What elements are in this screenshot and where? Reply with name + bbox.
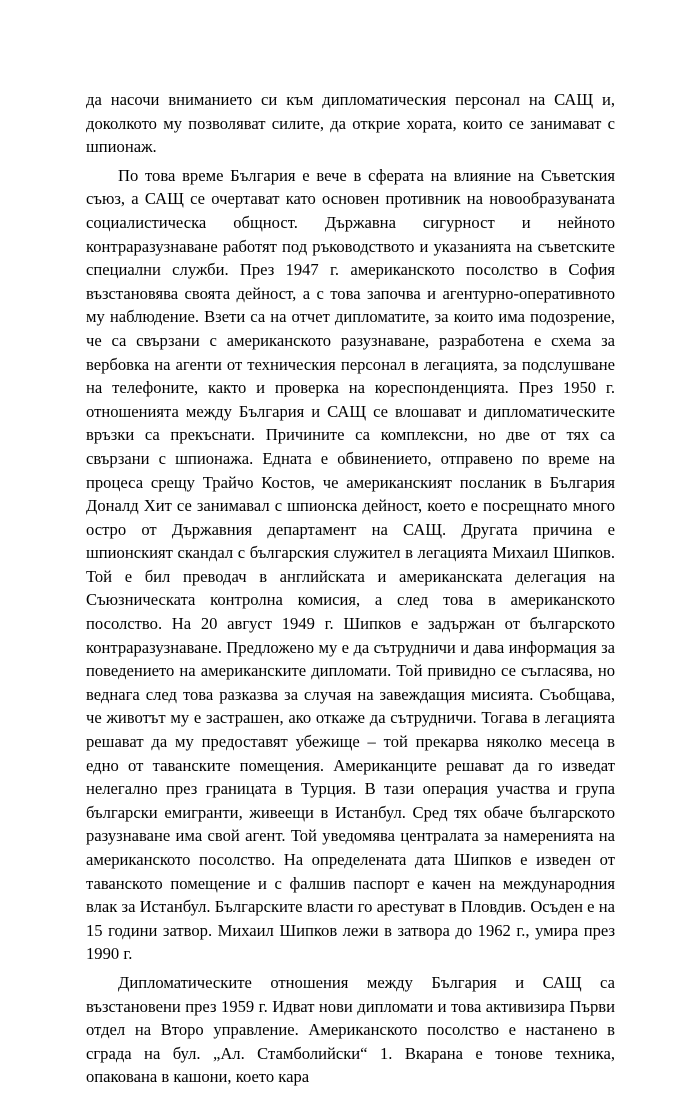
document-body [86,88,615,1094]
paragraph-diplomatic-relations: Дипломатическите отношения между България и САЩ са възстановени през 1959 г. Идват нови дипломати и това активизира Първи отдел на Второ управление. Американското посолство е настанено в сграда на бул. „Ал. Стамболийски“ 1. Вкарана е тонове техника, опакована в кашони, което кара [86,972,615,1087]
paragraph-embassy-surveillance: По това време България е вече в сферата на влияние на Съветския съюз, а САЩ се очертават като основен противник на новообразуваната социалистическа общност. Държавна сигурност и нейното контраразузнаване работят под ръководството и указанията на съветските специални служби. През 1947 г. американското посолство в София възстановява своята дейност, а с това започва и агентурно-оперативното му наблюдение. Взети са на отчет дипломатите, за които има подозрение, че са свързани с американското разузнаване, разработена е схема за вербовка на агенти от техническия персонал в легацията, за подслушване на телефоните, както и проверка на кореспонденцията. През 1950 г. отношенията между България и САЩ се влошават и дипломатическите връзки са прекъснати. Причините са комплексни, но две от тях са свързани с шпионажа. Едната е обвинението, отправено по време на процеса срещу Трайчо Костов, че американският посланик в България Доналд Хит се занимавал с шпионска дейност, което е посрещнато много остро от Държавния департамент на САЩ. Другата причина е шпионският скандал с българския служител в легацията Михаил Шипков. Той е бил преводач в английската и американската делегация на Съюзническата контролна комисия, а след това в американското посолство. На 20 август 1949 г. Шипков е задържан от българското контраразузнаване. Предложено му е да сътрудничи и дава информация за поведението на американските дипломати. Той привидно се съгласява, но веднага след това разказва за случая на завеждащия мисията. Съобщава, че животът му е застрашен, ако откаже да сътрудничи. Тогава в легацията решават да му предоставят убежище – той прекарва няколко месеца в едно от таванските помещения. Американците решават да го изведат нелегално през границата в Турция. В тази операция участва и група български емигранти, живеещи в Истанбул. Сред тях обаче българското разузнаване има свой агент. Той уведомява централата за намеренията на американското посолство. На определената дата Шипков е изведен от таванското помещение и с фалшив паспорт е качен на международния влак за Истанбул. Българските власти го арестуват в Пловдив. Осъден е на 15 години затвор. Михаил Шипков лежи в затвора до 1962 г., умира през 1990 г. [86,165,615,964]
paragraph-continuation: да насочи вниманието си към дипломатическия персонал на САЩ и, доколкото му позволяват силите, да открие хората, които се занимават с шпионаж. [86,90,615,157]
